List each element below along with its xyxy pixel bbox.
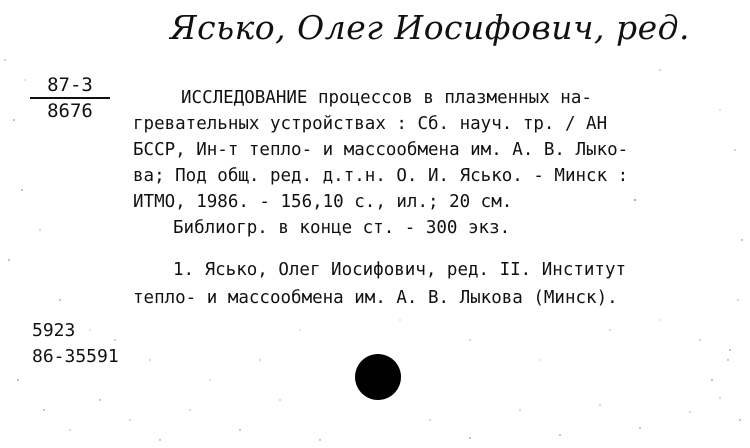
entry-line: ИССЛЕДОВАНИЕ процессов в плазменных на- bbox=[181, 88, 592, 108]
accession-numbers bbox=[32, 318, 119, 370]
call-number-top: 87-3 bbox=[47, 74, 93, 96]
accession-line-2: 86-35591 bbox=[32, 346, 119, 367]
call-number-bottom: 8676 bbox=[47, 100, 93, 122]
entry-line: БССР, Ин-т тепло- и массообмена им. А. В. Лыко- bbox=[133, 140, 629, 160]
call-number bbox=[30, 74, 110, 122]
tracings bbox=[133, 256, 745, 312]
tracing-line: 1. Ясько, Олег Иосифович, ред. II. Институт bbox=[173, 260, 627, 280]
bibliographic-entry bbox=[133, 85, 745, 241]
entry-line: Библиогр. в конце ст. - 300 экз. bbox=[173, 218, 511, 238]
tracing-line: тепло- и массообмена им. А. В. Лыкова (Минск). bbox=[133, 288, 618, 308]
entry-line: гревательных устройствах : Сб. науч. тр. / АН bbox=[133, 114, 608, 134]
entry-line: ИТМО, 1986. - 156,10 с., ил.; 20 см. bbox=[133, 192, 513, 212]
call-number-rule bbox=[30, 97, 110, 99]
punch-hole bbox=[355, 354, 401, 400]
entry-line: ва; Под общ. ред. д.т.н. О. И. Ясько. - Минск : bbox=[133, 166, 629, 186]
handwritten-heading: Ясько, Олег Иосифович, ред. bbox=[170, 8, 691, 47]
accession-line-1: 5923 bbox=[32, 320, 76, 341]
